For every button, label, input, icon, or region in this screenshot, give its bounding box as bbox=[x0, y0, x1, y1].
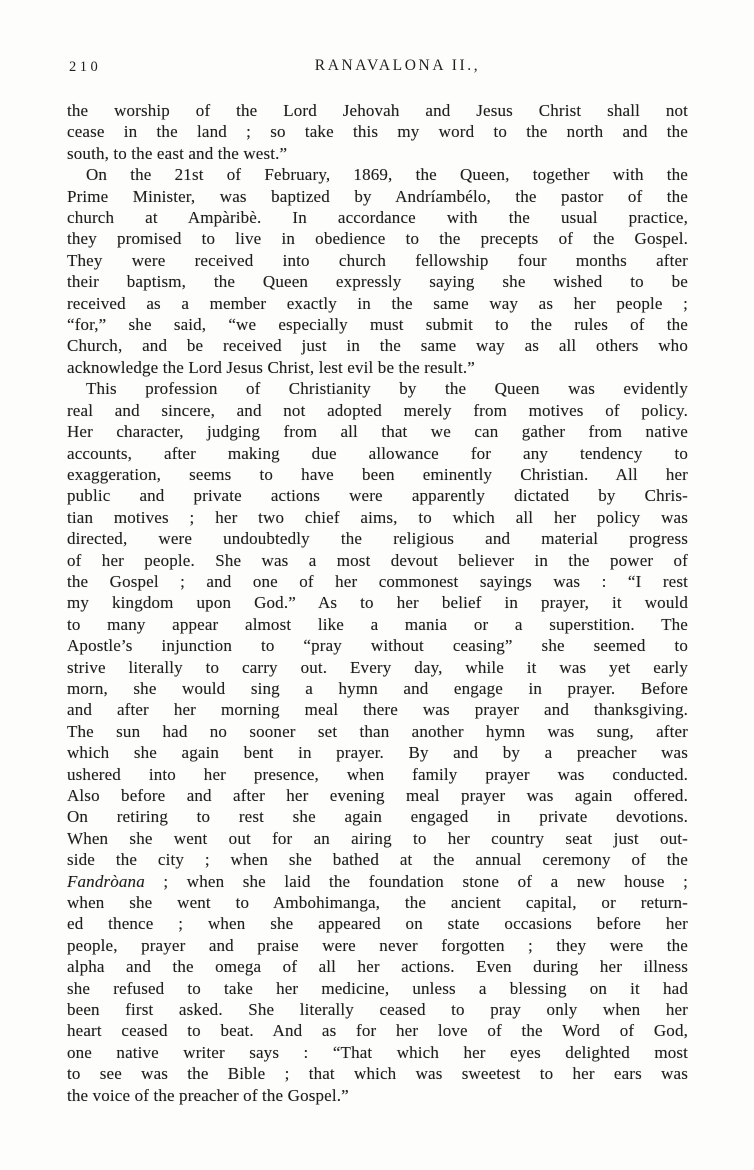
text-line bbox=[67, 657, 688, 678]
text-segment: the worship of the Lord Jehovah and Jesus Christ shall not bbox=[67, 101, 688, 120]
text-segment: cease in the land ; so take this my word to the north and the bbox=[67, 122, 688, 142]
text-line bbox=[67, 121, 688, 142]
text-line bbox=[67, 571, 688, 592]
page-body bbox=[67, 100, 688, 1106]
paragraph bbox=[67, 100, 688, 164]
text-line bbox=[67, 849, 688, 870]
text-line bbox=[67, 550, 688, 571]
text-line bbox=[67, 100, 688, 121]
text-segment: morn, she would sing a hymn and engage in prayer. Before bbox=[67, 678, 688, 698]
text-line bbox=[67, 871, 688, 892]
text-line bbox=[67, 293, 688, 314]
text-line bbox=[67, 378, 688, 399]
text-segment: the voice of the preacher of the Gospel.” bbox=[67, 1085, 349, 1105]
text-segment: they promised to live in obedience to the precepts of the Gospel. bbox=[67, 229, 688, 249]
text-line bbox=[67, 1042, 688, 1063]
text-line bbox=[67, 143, 688, 164]
text-line bbox=[67, 742, 688, 763]
text-segment: Church, and be received just in the same way as all others who bbox=[67, 336, 688, 356]
page-header bbox=[67, 57, 688, 81]
text-line bbox=[67, 335, 688, 356]
text-segment: ushered into her presence, when family prayer was conducted. bbox=[67, 764, 688, 784]
text-line bbox=[67, 528, 688, 549]
text-segment: alpha and the omega of all her actions. Even during her illness bbox=[67, 957, 688, 977]
text-line bbox=[67, 721, 688, 742]
text-segment: when she went to Ambohimanga, the ancient capital, or return- bbox=[67, 893, 688, 913]
text-segment: public and private actions were apparently dictated by Chris- bbox=[67, 486, 688, 506]
text-segment: church at Ampàribè. In accordance with the usual practice, bbox=[67, 208, 688, 228]
text-line bbox=[67, 485, 688, 506]
text-segment: side the city ; when she bathed at the annual ceremony of the bbox=[67, 850, 688, 870]
text-segment: to see was the Bible ; that which was sweetest to her ears was bbox=[67, 1064, 688, 1084]
text-line bbox=[67, 635, 688, 656]
text-segment: directed, were undoubtedly the religious and material progress bbox=[67, 529, 688, 549]
text-line bbox=[67, 978, 688, 999]
text-segment: one native writer says : “That which her eyes delighted most bbox=[67, 1042, 688, 1062]
text-line bbox=[67, 186, 688, 207]
text-line bbox=[67, 207, 688, 228]
text-segment: received as a member exactly in the same way as her people ; bbox=[67, 293, 688, 313]
text-segment: strive literally to carry out. Every day, while it was yet early bbox=[67, 657, 688, 677]
text-line bbox=[67, 250, 688, 271]
text-line bbox=[67, 785, 688, 806]
paragraph bbox=[67, 164, 688, 378]
text-segment: tian motives ; her two chief aims, to which all her policy was bbox=[67, 507, 688, 527]
text-segment: When she went out for an airing to her country seat just out- bbox=[67, 828, 688, 848]
text-segment: heart ceased to beat. And as for her love of the Word of God, bbox=[67, 1021, 688, 1041]
text-segment: Also before and after her evening meal prayer was again offered. bbox=[67, 786, 688, 805]
text-line bbox=[67, 592, 688, 613]
text-segment: which she again bent in prayer. By and by a preacher was bbox=[67, 743, 688, 763]
text-line bbox=[67, 892, 688, 913]
text-line bbox=[67, 1085, 688, 1106]
text-line bbox=[67, 228, 688, 249]
text-line bbox=[67, 164, 688, 185]
text-line bbox=[67, 507, 688, 528]
text-line bbox=[67, 314, 688, 335]
text-line bbox=[67, 1063, 688, 1084]
text-line bbox=[67, 1020, 688, 1041]
text-line bbox=[67, 956, 688, 977]
text-line bbox=[67, 935, 688, 956]
text-segment: and after her morning meal there was prayer and thanksgiving. bbox=[67, 700, 688, 720]
text-segment: to many appear almost like a mania or a superstition. The bbox=[67, 614, 688, 634]
text-segment: been first asked. She literally ceased to pray only when her bbox=[67, 1000, 688, 1020]
text-segment: On retiring to rest she again engaged in private devotions. bbox=[67, 807, 688, 827]
text-segment: Apostle’s injunction to “pray without ceasing” she seemed to bbox=[67, 636, 688, 656]
text-segment: ; when she laid the foundation stone of a new house ; bbox=[144, 871, 688, 891]
running-title: RANAVALONA II., bbox=[314, 57, 481, 74]
text-segment: ed thence ; when she appeared on state occasions before her bbox=[67, 914, 688, 934]
text-segment: On the 21st of February, 1869, the Queen, together with the bbox=[86, 165, 688, 185]
text-segment: my kingdom upon God.” As to her belief in prayer, it would bbox=[67, 593, 688, 613]
text-segment: she refused to take her medicine, unless a blessing on it had bbox=[67, 978, 688, 998]
text-segment: Her character, judging from all that we can gather from native bbox=[67, 422, 688, 442]
text-line bbox=[67, 678, 688, 699]
text-segment: their baptism, the Queen expressly saying she wished to be bbox=[67, 272, 688, 292]
italic-text: Fandròana bbox=[67, 871, 145, 891]
text-segment: exaggeration, seems to have been eminently Christian. All her bbox=[67, 464, 688, 484]
text-segment: of her people. She was a most devout believer in the power of bbox=[67, 550, 688, 570]
text-segment: the Gospel ; and one of her commonest sayings was : “I rest bbox=[67, 571, 688, 591]
text-line bbox=[67, 443, 688, 464]
text-line bbox=[67, 764, 688, 785]
text-line bbox=[67, 828, 688, 849]
paragraph bbox=[67, 378, 688, 1106]
text-segment: people, prayer and praise were never forgotten ; they were the bbox=[67, 935, 688, 955]
text-line bbox=[67, 464, 688, 485]
text-segment: They were received into church fellowship four months after bbox=[67, 250, 688, 270]
text-line bbox=[67, 806, 688, 827]
text-line bbox=[67, 271, 688, 292]
text-segment: This profession of Christianity by the Queen was evidently bbox=[86, 379, 688, 399]
text-segment: “for,” she said, “we especially must submit to the rules of the bbox=[67, 315, 688, 335]
text-line bbox=[67, 400, 688, 421]
text-line bbox=[67, 999, 688, 1020]
text-line bbox=[67, 421, 688, 442]
text-line bbox=[67, 913, 688, 934]
text-segment: accounts, after making due allowance for any tendency to bbox=[67, 443, 688, 463]
text-segment: Prime Minister, was baptized by Andríambélo, the pastor of the bbox=[67, 186, 688, 206]
page-number: 210 bbox=[69, 59, 102, 75]
text-segment: The sun had no sooner set than another hymn was sung, after bbox=[67, 721, 688, 741]
text-line bbox=[67, 357, 688, 378]
text-segment: real and sincere, and not adopted merely from motives of policy. bbox=[67, 400, 688, 420]
text-segment: acknowledge the Lord Jesus Christ, lest evil be the result.” bbox=[67, 357, 475, 377]
text-line bbox=[67, 699, 688, 720]
text-line bbox=[67, 614, 688, 635]
text-segment: south, to the east and the west.” bbox=[67, 143, 288, 163]
